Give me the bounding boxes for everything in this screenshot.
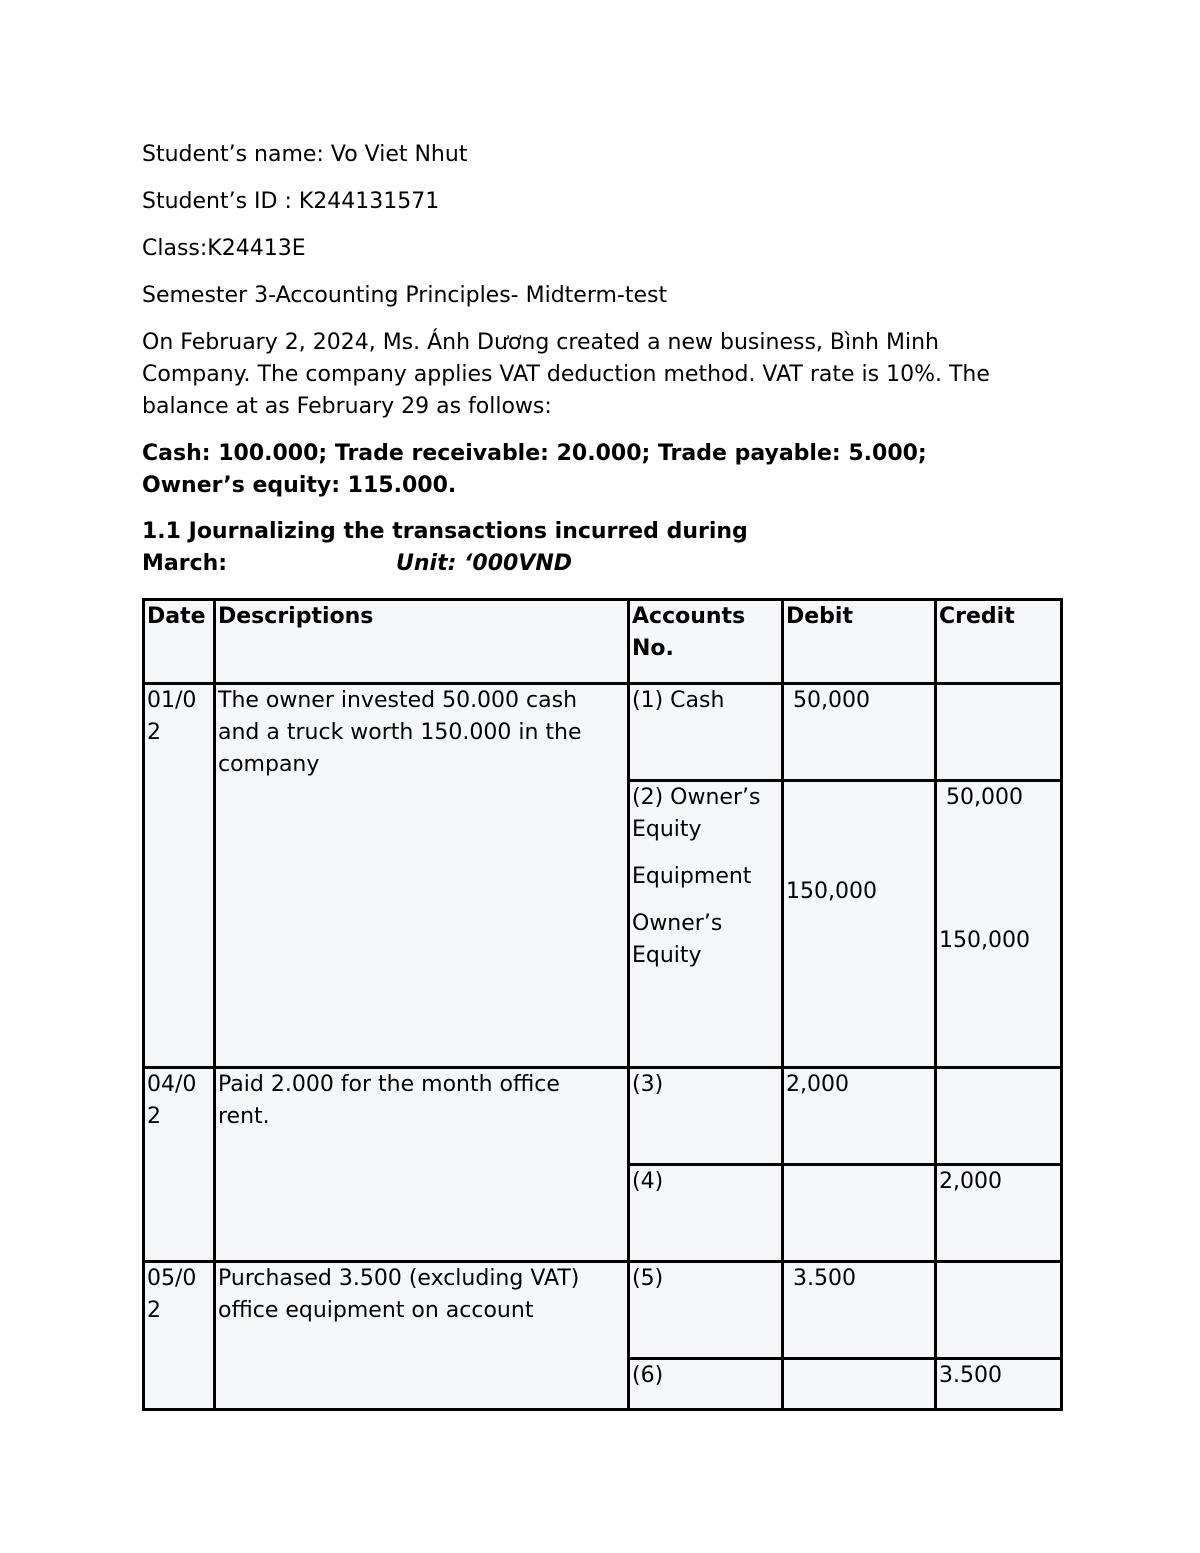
t1-r2-account-c-line-1: Owner’s — [632, 911, 723, 936]
t2-description — [215, 1068, 629, 1262]
student-id: Student’s ID : K244131571 — [142, 189, 440, 214]
t2-date — [144, 1068, 215, 1262]
t1-date-line-2: 2 — [147, 720, 161, 745]
unit-label: Unit: ‘000VND — [396, 551, 573, 576]
t1-r1-credit — [936, 684, 1062, 781]
t3-r2-account: (6) — [629, 1359, 783, 1410]
t3-date-line-1: 05/0 — [147, 1266, 197, 1291]
t3-desc-line-2: office equipment on account — [218, 1298, 534, 1323]
header-date: Date — [144, 600, 215, 684]
t2-r2-account: (4) — [629, 1165, 783, 1262]
table-row — [144, 684, 1062, 781]
t1-r2-credit-a: 50,000 — [946, 785, 1023, 810]
intro-line-2: Company. The company applies VAT deduction method. VAT rate is 10%. The — [142, 362, 990, 387]
table-row — [144, 1262, 1062, 1359]
semester-title: Semester 3-Accounting Principles- Midterm-test — [142, 283, 668, 308]
table-header-row — [144, 600, 1062, 684]
t1-r2-credit — [936, 781, 1062, 1068]
t3-r1-credit — [936, 1262, 1062, 1359]
t1-r2-account-c-line-2: Equity — [632, 943, 702, 968]
t3-r1-account: (5) — [629, 1262, 783, 1359]
t2-r2-credit: 2,000 — [936, 1165, 1062, 1262]
journal-table — [142, 598, 1063, 1411]
t3-r1-debit: 3.500 — [783, 1262, 936, 1359]
t2-date-line-1: 04/0 — [147, 1072, 197, 1097]
t1-r2-account-a-line-2: Equity — [632, 817, 702, 842]
t3-r2-debit — [783, 1359, 936, 1410]
header-credit: Credit — [936, 600, 1062, 684]
t3-desc-line-1: Purchased 3.500 (excluding VAT) — [218, 1266, 580, 1291]
t1-r2-account-b: Equipment — [632, 864, 752, 889]
t1-desc-line-2: and a truck worth 150.000 in the — [218, 720, 582, 745]
t2-desc-line-2: rent. — [218, 1104, 270, 1129]
student-name: Student’s name: Vo Viet Nhut — [142, 142, 468, 167]
t3-description — [215, 1262, 629, 1410]
t2-r2-debit — [783, 1165, 936, 1262]
t1-r2-account-a-line-1: (2) Owner’s — [632, 785, 761, 810]
t2-date-line-2: 2 — [147, 1104, 161, 1129]
table-row — [144, 1068, 1062, 1165]
intro-line-1: On February 2, 2024, Ms. Ánh Dương created a new business, Bình Minh — [142, 330, 939, 355]
balance-line-1: Cash: 100.000; Trade receivable: 20.000; Trade payable: 5.000; — [142, 441, 927, 466]
header-debit: Debit — [783, 600, 936, 684]
t2-r1-credit — [936, 1068, 1062, 1165]
t3-r2-credit: 3.500 — [936, 1359, 1062, 1410]
section-heading-line-2: March: — [142, 551, 228, 576]
section-heading-line-1: 1.1 Journalizing the transactions incurred during — [142, 519, 748, 544]
t1-desc-line-1: The owner invested 50.000 cash — [218, 688, 578, 713]
t1-r1-debit: 50,000 — [783, 684, 936, 781]
class-name: Class:K24413E — [142, 236, 306, 261]
t1-date — [144, 684, 215, 1068]
header-descriptions: Descriptions — [215, 600, 629, 684]
header-accounts-line-1: Accounts — [632, 604, 746, 629]
t1-r2-account — [629, 781, 783, 1068]
t3-date — [144, 1262, 215, 1410]
t1-r1-account: (1) Cash — [629, 684, 783, 781]
t2-desc-line-1: Paid 2.000 for the month office — [218, 1072, 560, 1097]
t1-date-line-1: 01/0 — [147, 688, 197, 713]
balance-line-2: Owner’s equity: 115.000. — [142, 473, 457, 498]
intro-line-3: balance at as February 29 as follows: — [142, 394, 552, 419]
t1-r2-credit-b: 150,000 — [939, 928, 1030, 953]
t2-r1-account: (3) — [629, 1068, 783, 1165]
header-accounts — [629, 600, 783, 684]
header-accounts-line-2: No. — [632, 636, 674, 661]
t1-r2-debit-value: 150,000 — [786, 879, 877, 904]
t3-date-line-2: 2 — [147, 1298, 161, 1323]
t1-r2-debit — [783, 781, 936, 1068]
t1-description — [215, 684, 629, 1068]
t2-r1-debit: 2,000 — [783, 1068, 936, 1165]
t1-desc-line-3: company — [218, 752, 320, 777]
